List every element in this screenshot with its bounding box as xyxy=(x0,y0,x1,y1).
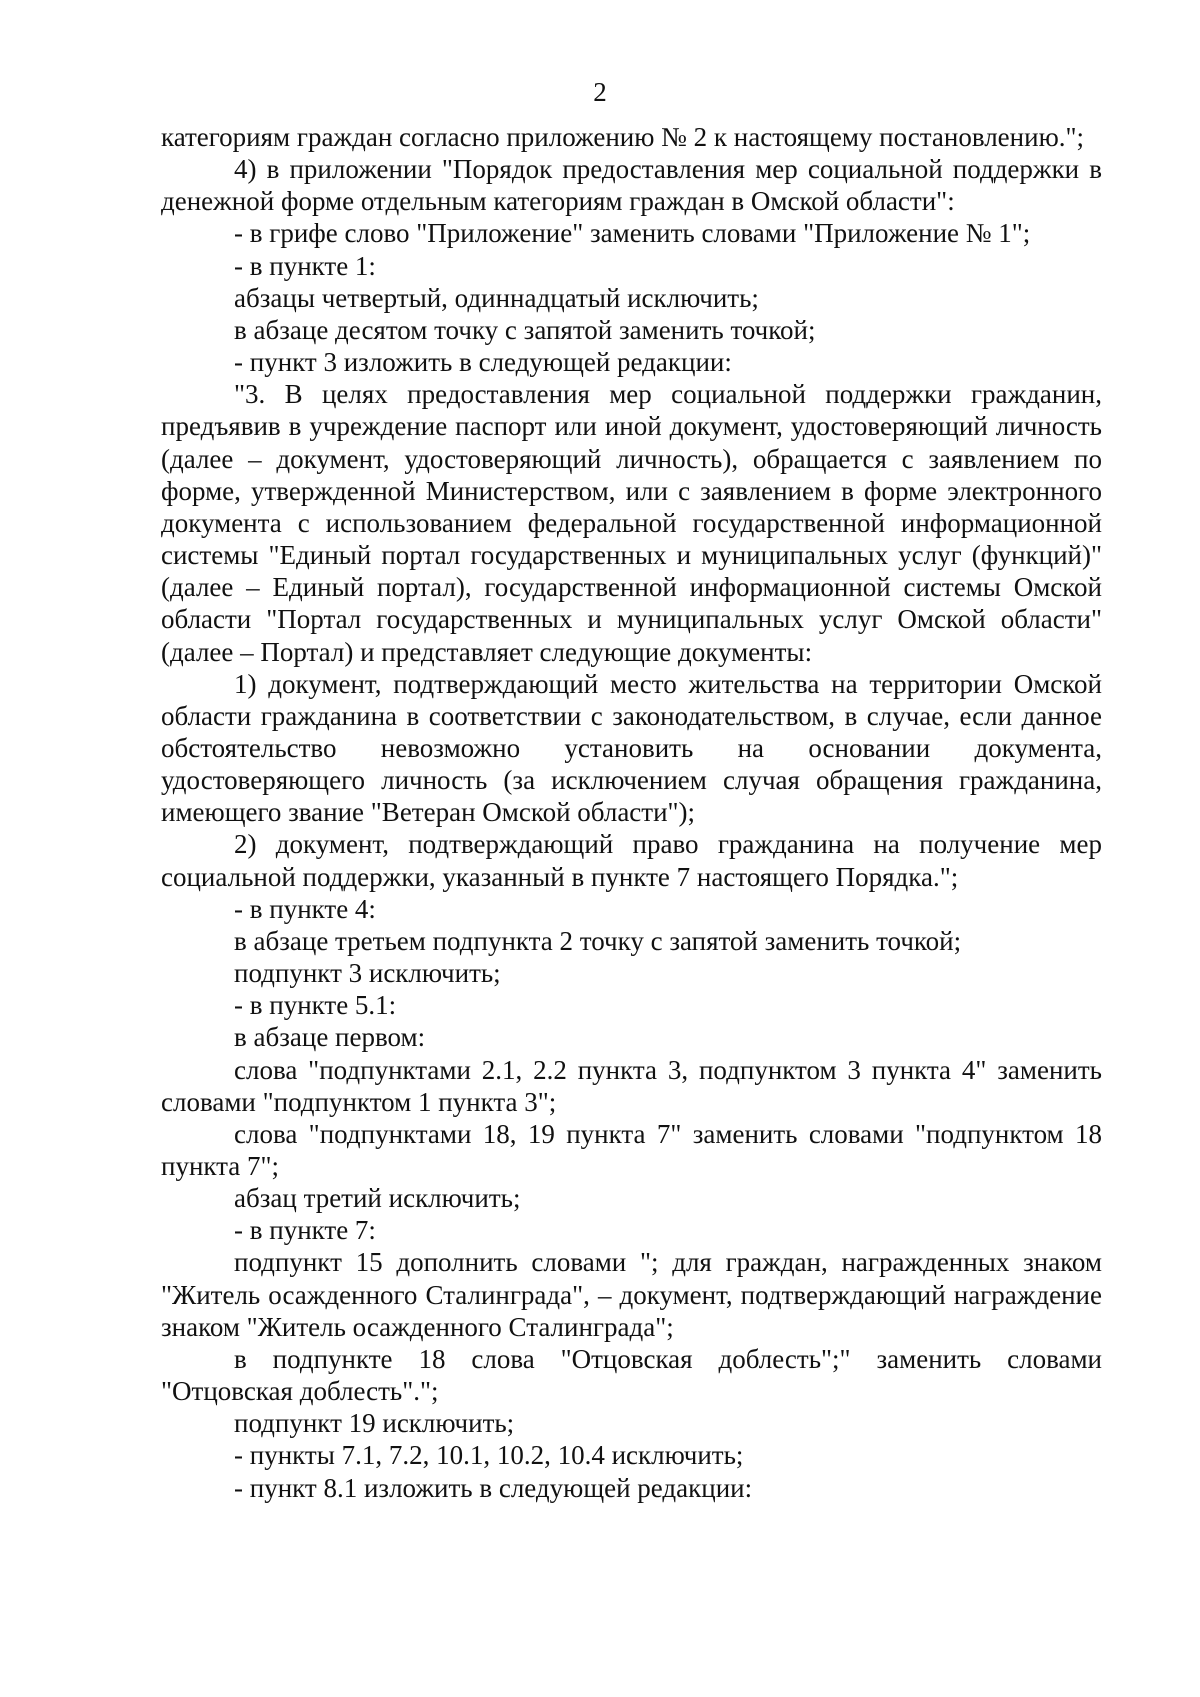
paragraph: - пункт 8.1 изложить в следующей редакции: xyxy=(234,1472,753,1503)
paragraph: абзац третий исключить; xyxy=(234,1183,521,1214)
paragraph: подпункт 15 дополнить словами "; для граждан, награжденных знаком "Житель осажденного Сталинграда", – документ, подтверждающий награждение знаком "Житель осажденного Сталинграда"; xyxy=(161,1247,1102,1342)
paragraph: в абзаце первом: xyxy=(234,1022,426,1053)
paragraph: - в пункте 1: xyxy=(234,250,376,281)
paragraph: слова "подпунктами 18, 19 пункта 7" заменить словами "подпунктом 18 пункта 7"; xyxy=(161,1118,1102,1181)
paragraph: 2) документ, подтверждающий право гражданина на получение мер социальной поддержки, указанный в пункте 7 настоящего Порядка."; xyxy=(161,829,1102,892)
paragraph: - в грифе слово "Приложение" заменить словами "Приложение № 1"; xyxy=(234,218,1031,249)
paragraph: "3. В целях предоставления мер социальной поддержки гражданин, предъявив в учреждение паспорт или иной документ, удостоверяющий личность (далее – документ, удостоверяющий личность), обращается с заявлением по форме, утвержденной Министерством, или с заявлением в форме электронного документа с использованием федеральной государственной информационной системы "Единый портал государственных и муниципальных услуг (функций)" (далее – Единый портал), государственной информационной системы Омской области "Портал государственных и муниципальных услуг Омской области" (далее – Портал) и представляет следующие документы: xyxy=(161,379,1102,667)
paragraph: в абзаце третьем подпункта 2 точку с запятой заменить точкой; xyxy=(234,925,962,956)
paragraph: - пункт 3 изложить в следующей редакции: xyxy=(234,347,732,378)
paragraph: слова "подпунктами 2.1, 2.2 пункта 3, подпунктом 3 пункта 4" заменить словами "подпунктом 1 пункта 3"; xyxy=(161,1054,1102,1117)
paragraph: 1) документ, подтверждающий место жительства на территории Омской области гражданина в соответствии с законодательством, в случае, если данное обстоятельство невозможно установить на основании документа, удостоверяющего личность (за исключением случая обращения гражданина, имеющего звание "Ветеран Омской области"); xyxy=(161,668,1102,828)
paragraph: - в пункте 7: xyxy=(234,1215,376,1246)
paragraph: в подпункте 18 слова "Отцовская доблесть";" заменить словами "Отцовская доблесть"."; xyxy=(161,1343,1102,1407)
paragraph: - в пункте 5.1: xyxy=(234,990,397,1021)
paragraph: подпункт 3 исключить; xyxy=(234,958,501,989)
page-number: 2 xyxy=(593,77,607,107)
paragraph: категориям граждан согласно приложению № 2 к настоящему постановлению."; xyxy=(161,122,1085,152)
document-body xyxy=(161,121,1102,1504)
paragraph: - в пункте 4: xyxy=(234,893,376,924)
paragraph: подпункт 19 исключить; xyxy=(234,1408,515,1439)
paragraph: 4) в приложении "Порядок предоставления мер социальной поддержки в денежной форме отдельным категориям граждан в Омской области": xyxy=(161,154,1102,217)
paragraph: - пункты 7.1, 7.2, 10.1, 10.2, 10.4 исключить; xyxy=(234,1440,744,1471)
paragraph: абзацы четвертый, одиннадцатый исключить; xyxy=(234,282,759,313)
paragraph: в абзаце десятом точку с запятой заменить точкой; xyxy=(234,314,816,345)
